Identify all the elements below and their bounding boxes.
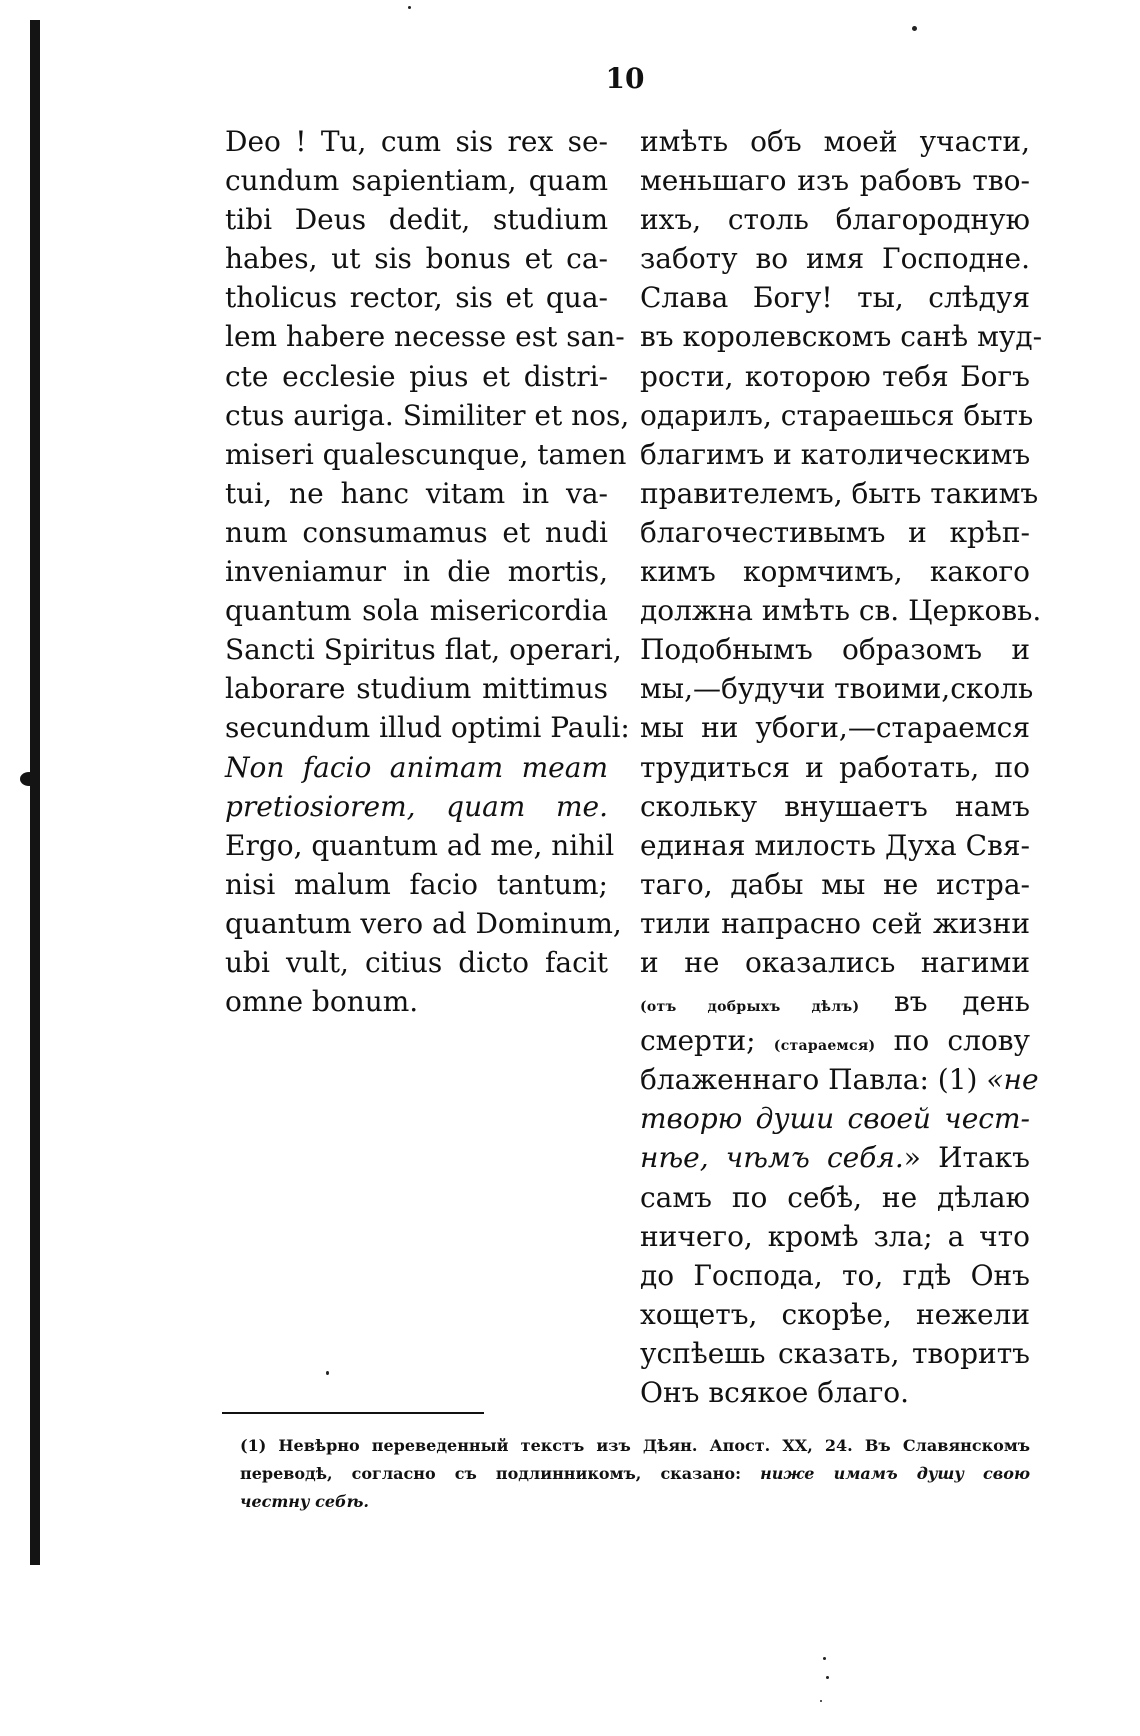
- russian-line: правителемъ, быть такимъ: [640, 476, 1039, 510]
- russian-line: ихъ, столь благородную: [640, 203, 1030, 237]
- page-number: 10: [605, 62, 645, 95]
- spine-notch: [20, 772, 38, 786]
- russian-fragment: смерти;: [640, 1024, 756, 1058]
- latin-line: laborare studium mittimus: [225, 672, 608, 706]
- russian-line: меньшаго изъ рабовъ тво-: [640, 164, 1030, 198]
- footnote-fragment: переводѣ, согласно съ подлинникомъ, сказано:: [240, 1464, 741, 1483]
- russian-line: благимъ и католическимъ: [640, 437, 1031, 471]
- russian-line: тили напрасно сей жизни: [640, 906, 1030, 940]
- russian-line-italic: творю души своей чест-: [640, 1102, 1030, 1136]
- russian-line: имѣть объ моей участи,: [640, 125, 1030, 158]
- latin-line: secundum illud optimi Pauli:: [225, 711, 630, 745]
- russian-line: [640, 1138, 1030, 1177]
- latin-line: cte ecclesie pius et distri-: [225, 359, 608, 393]
- russian-line: хощетъ, скорѣе, нежели: [640, 1297, 1030, 1331]
- latin-line: miseri qualescunque, tamen: [225, 437, 627, 471]
- latin-line: num consumamus et nudi: [225, 515, 608, 549]
- latin-line: quantum sola misericordia: [225, 594, 608, 628]
- russian-line: благочестивымъ и крѣп-: [640, 515, 1030, 549]
- ink-speck: [912, 26, 917, 31]
- footnote-line: (1) Невѣрно переведенный текстъ изъ Дѣян. Апост. XX, 24. Въ Славянскомъ: [240, 1436, 1030, 1455]
- latin-line: inveniamur in die mortis,: [225, 555, 608, 589]
- russian-fragment: блаженнаго Павла: (1): [640, 1063, 978, 1097]
- ink-speck: [820, 1700, 822, 1702]
- russian-line: рости, которою тебя Богъ: [640, 359, 1030, 393]
- russian-line: [640, 982, 1030, 1021]
- latin-line: quantum vero ad Dominum,: [225, 906, 622, 940]
- russian-fragment: по слову: [893, 1024, 1030, 1058]
- book-spine-shadow: [30, 20, 40, 1565]
- russian-line: мы ни убоги,—стараемся: [640, 711, 1030, 745]
- latin-line: nisi malum facio tantum;: [225, 867, 608, 901]
- russian-line: [640, 1060, 1039, 1099]
- latin-line: habes, ut sis bonus et ca-: [225, 242, 608, 276]
- russian-line: [640, 1021, 1030, 1060]
- russian-fragment-italic: «не: [986, 1063, 1039, 1097]
- latin-line: ubi vult, citius dicto facit: [225, 945, 608, 979]
- ink-speck: [326, 1371, 329, 1375]
- footnote: [240, 1432, 1030, 1516]
- russian-line: до Господа, то, гдѣ Онъ: [640, 1258, 1030, 1292]
- russian-line: заботу во имя Господне.: [640, 242, 1030, 276]
- russian-line: кимъ кормчимъ, какого: [640, 555, 1030, 589]
- russian-column: [640, 122, 1043, 1412]
- footnote-line-italic: честну себѣ.: [240, 1492, 369, 1511]
- russian-line: должна имѣть св. Церковь.: [640, 594, 1042, 628]
- latin-line: Sancti Spiritus flat, operari,: [225, 633, 622, 667]
- russian-line: успѣешь сказать, творитъ: [640, 1336, 1030, 1370]
- latin-line-italic: Non facio animam meam: [225, 750, 608, 784]
- small-note-good-deeds: (отъ добрыхъ дѣлъ): [640, 999, 860, 1016]
- russian-line: трудиться и работать, по: [640, 750, 1030, 784]
- latin-column: [225, 122, 630, 1021]
- latin-line: tibi Deus dedit, studium: [225, 203, 608, 237]
- russian-line: Слава Богу! ты, слѣдуя: [640, 281, 1030, 315]
- latin-line: ctus auriga. Similiter et nos,: [225, 398, 630, 432]
- latin-line: Ergo, quantum ad me, nihil: [225, 828, 615, 862]
- russian-line: ничего, кромѣ зла; а что: [640, 1219, 1030, 1253]
- latin-line: tui, ne hanc vitam in va-: [225, 476, 608, 510]
- russian-fragment: » Итакъ: [903, 1141, 1030, 1175]
- russian-line: въ королевскомъ санѣ муд-: [640, 320, 1043, 354]
- footnote-line: [240, 1460, 1030, 1488]
- russian-line: таго, дабы мы не истра-: [640, 867, 1030, 901]
- ink-speck: [408, 6, 411, 9]
- ink-speck: [823, 1657, 826, 1660]
- russian-line: единая милость Духа Свя-: [640, 828, 1030, 862]
- footnote-rule: [222, 1412, 484, 1414]
- russian-line: скольку внушаетъ намъ: [640, 789, 1030, 823]
- russian-fragment-italic: нѣе, чѣмъ себя.: [640, 1141, 904, 1175]
- ink-speck: [826, 1676, 829, 1679]
- russian-line: Подобнымъ образомъ и: [640, 633, 1030, 667]
- latin-line: Deo ! Tu, cum sis rex se-: [225, 125, 608, 158]
- latin-line: tholicus rector, sis et qua-: [225, 281, 608, 315]
- latin-line-italic: pretiosiorem, quam me.: [225, 789, 608, 823]
- latin-line: cundum sapientiam, quam: [225, 164, 608, 198]
- footnote-fragment-italic: ниже имамъ душу свою: [760, 1464, 1030, 1483]
- russian-fragment: въ день: [894, 985, 1030, 1019]
- russian-line: одарилъ, стараешься быть: [640, 398, 1034, 432]
- russian-line: Онъ всякое благо.: [640, 1376, 910, 1409]
- russian-line: самъ по себѣ, не дѣлаю: [640, 1180, 1030, 1214]
- small-note-we-strive: (стараемся): [773, 1038, 876, 1055]
- russian-line: и не оказались нагими: [640, 945, 1030, 979]
- latin-line: lem habere necesse est san-: [225, 320, 625, 354]
- russian-line: мы,—будучи твоими,сколь: [640, 672, 1034, 706]
- latin-line: omne bonum.: [225, 985, 419, 1019]
